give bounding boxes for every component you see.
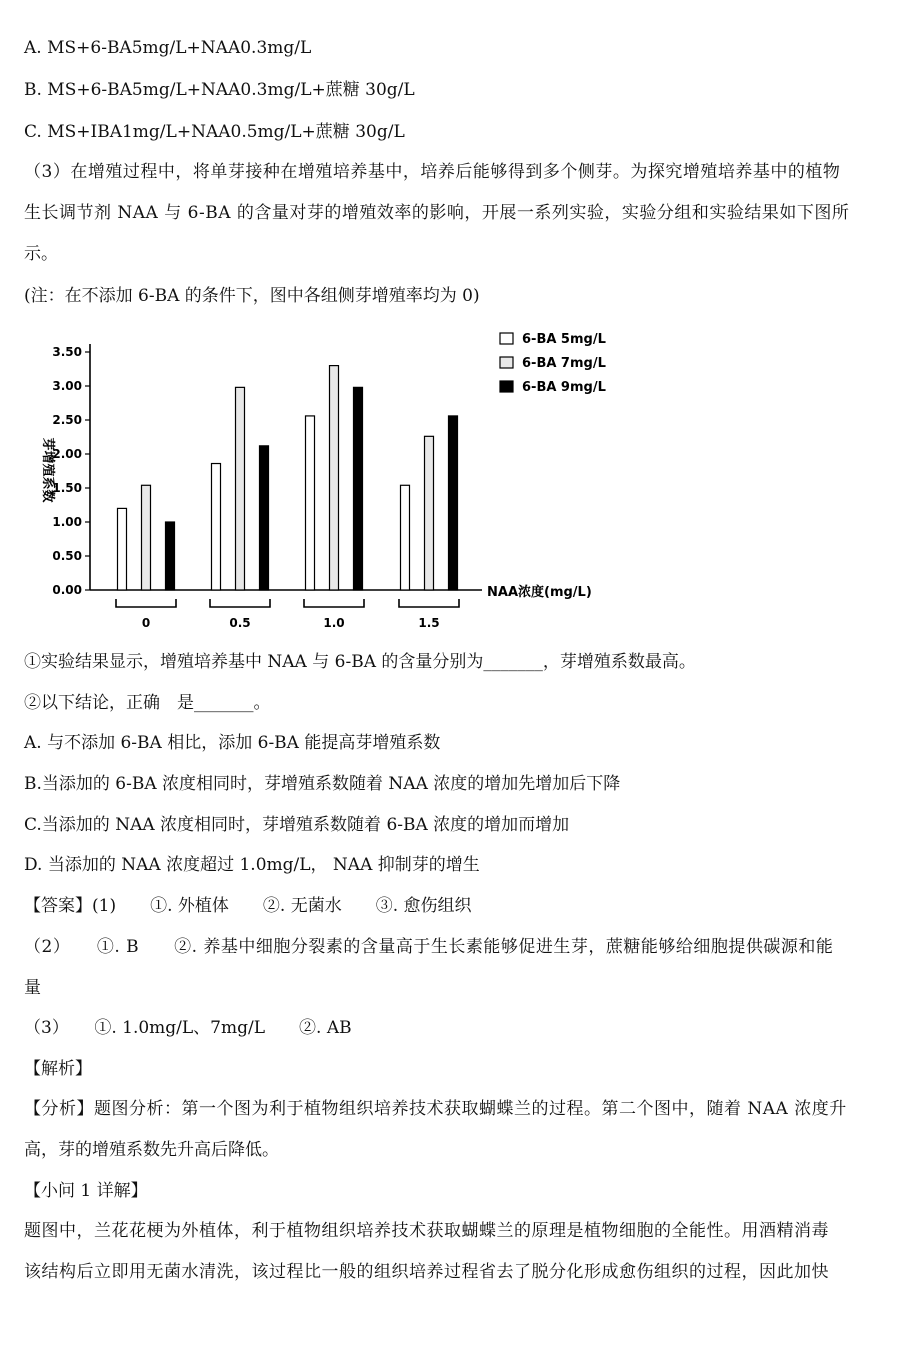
question-3-line-3: 示。 [24,244,58,264]
bar-1.5-series-0 [401,485,410,590]
bar-0.5-series-1 [236,387,245,590]
choice-b: B.当添加的 6-BA 浓度相同时，芽增殖系数随着 NAA 浓度的增加先增加后下降 [24,774,621,794]
sub-question-1: ①实验结果显示，增殖培养基中 NAA 与 6-BA 的含量分别为_______，芽增殖系数最高。 [24,652,696,672]
legend-swatch-0 [500,333,513,344]
analysis-line-1: 【分析】题图分析：第一个图为利于植物组织培养技术获取蝴蝶兰的过程。第二个图中，随着 NAA 浓度升 [24,1099,847,1119]
group-bracket [210,599,270,607]
option-b: B. MS+6-BA5mg/L+NAA0.3mg/L+蔗糖 30g/L [24,80,415,100]
answer-line-1: 【答案】(1) ①. 外植体 ②. 无菌水 ③. 愈伤组织 [24,896,472,916]
group-bracket [304,599,364,607]
answer-line-3: 量 [24,978,41,998]
chart-bars [118,366,458,590]
y-tick-label: 2.50 [52,413,82,427]
legend-swatch-2 [500,381,513,392]
group-bracket [116,599,176,607]
y-tick-label: 0.00 [52,583,82,597]
y-tick-label: 2.00 [52,447,82,461]
bar-0.5-series-0 [212,464,221,590]
y-axis-label: 芽增殖系数 [40,437,55,503]
question-3-line-1: （3）在增殖过程中，将单芽接种在增殖培养基中，培养后能够得到多个侧芽。为探究增殖培养基中的植物 [24,162,841,182]
y-tick-label: 3.00 [52,379,82,393]
x-axis-label: NAA浓度(mg/L) [487,585,592,600]
bar-1.0-series-2 [354,387,363,590]
analysis-subheading: 【小问 1 详解】 [24,1181,148,1201]
x-tick-label: 1.5 [418,616,440,630]
choice-d: D. 当添加的 NAA 浓度超过 1.0mg/L， NAA 抑制芽的增生 [24,855,480,875]
y-tick-label: 1.00 [52,515,82,529]
chart-legend [500,332,606,395]
answer-line-2: （2） ①. B ②. 养基中细胞分裂素的含量高于生长素能够促进生芽，蔗糖能够给细胞提供碳源和能 [24,937,834,957]
x-tick-label: 0.5 [229,616,251,630]
analysis-line-2: 高，芽的增殖系数先升高后降低。 [24,1140,279,1160]
option-c: C. MS+IBA1mg/L+NAA0.5mg/L+蔗糖 30g/L [24,122,405,142]
bar-1.0-series-0 [306,416,315,590]
y-tick-label: 1.50 [52,481,82,495]
chart-note: (注：在不添加 6-BA 的条件下，图中各组侧芽增殖率均为 0) [24,286,480,306]
choice-c: C.当添加的 NAA 浓度相同时，芽增殖系数随着 6-BA 浓度的增加而增加 [24,815,570,835]
bar-0-series-2 [166,522,175,590]
legend-swatch-1 [500,357,513,368]
legend-label-2: 6-BA 9mg/L [522,380,606,395]
legend-label-0: 6-BA 5mg/L [522,332,606,347]
analysis-heading: 【解析】 [24,1059,92,1079]
bar-chart [24,330,664,640]
bar-0-series-0 [118,508,127,590]
sub-question-2: ②以下结论，正确 是_______。 [24,693,271,713]
answer-line-4: （3） ①. 1.0mg/L、7mg/L ②. AB [24,1018,352,1038]
group-bracket [399,599,459,607]
x-tick-label: 0 [141,616,151,630]
bar-1.5-series-2 [449,416,458,590]
question-3-line-2: 生长调节剂 NAA 与 6-BA 的含量对芽的增殖效率的影响，开展一系列实验，实验分组和实验结果如下图所 [24,203,850,223]
analysis-line-4: 该结构后立即用无菌水清洗，该过程比一般的组织培养过程省去了脱分化形成愈伤组织的过程，因此加快 [24,1262,829,1282]
bar-1.0-series-1 [330,366,339,590]
option-a: A. MS+6-BA5mg/L+NAA0.3mg/L [24,38,312,58]
choice-a: A. 与不添加 6-BA 相比，添加 6-BA 能提高芽增殖系数 [24,733,441,753]
x-tick-label: 1.0 [323,616,345,630]
y-tick-label: 0.50 [52,549,82,563]
bar-1.5-series-1 [425,436,434,590]
bar-0.5-series-2 [260,446,269,590]
legend-label-1: 6-BA 7mg/L [522,356,606,371]
y-tick-label: 3.50 [52,345,82,359]
bar-0-series-1 [142,485,151,590]
analysis-line-3: 题图中，兰花花梗为外植体，利于植物组织培养技术获取蝴蝶兰的原理是植物细胞的全能性。用酒精消毒 [24,1221,829,1241]
